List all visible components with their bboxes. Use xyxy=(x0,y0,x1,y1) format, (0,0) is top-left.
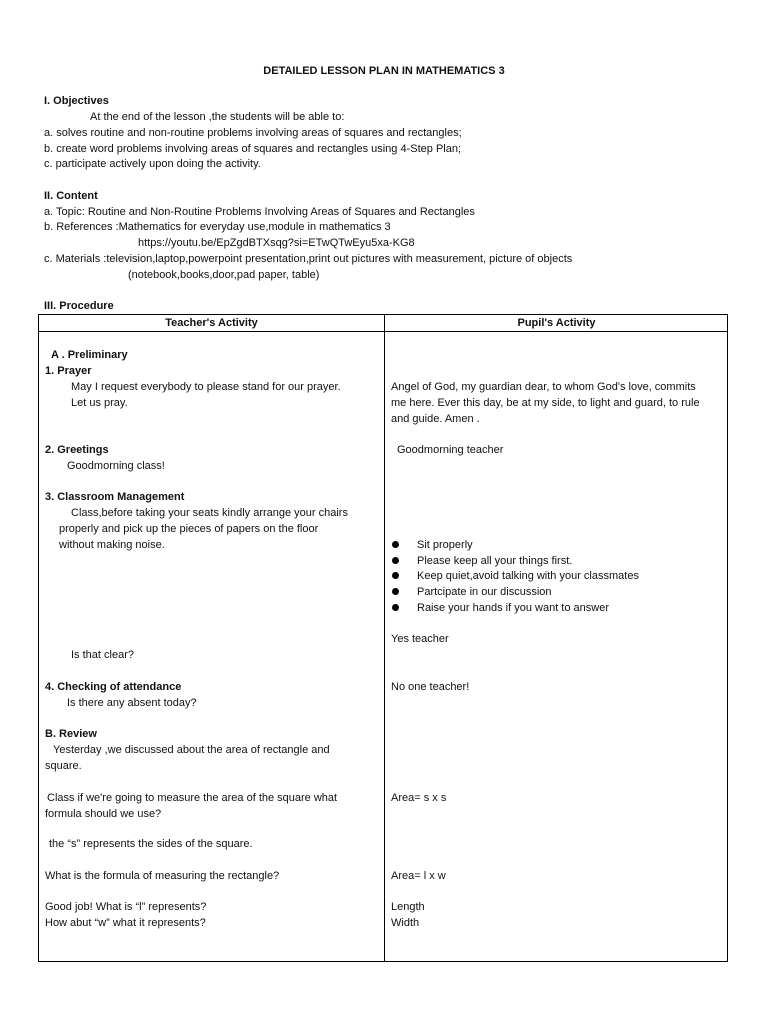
teacher-text: Class,before taking your seats kindly arrange your chairs xyxy=(71,507,348,519)
bullet-icon xyxy=(392,541,399,548)
bullet-icon xyxy=(392,604,399,611)
teacher-text: Is there any absent today? xyxy=(67,697,197,709)
header-divider xyxy=(39,331,727,332)
pupil-activity-header: Pupil's Activity xyxy=(517,317,596,329)
teacher-text: Yesterday ,we discussed about the area of rectangle and xyxy=(53,744,330,756)
bullet-icon xyxy=(392,588,399,595)
pupil-text: Angel of God, my guardian dear, to whom God's love, commits xyxy=(391,381,696,393)
pupil-text: and guide. Amen . xyxy=(391,413,480,425)
teacher-text: What is the formula of measuring the rectangle? xyxy=(45,870,280,882)
objective-item: a. solves routine and non-routine problems involving areas of squares and rectangles; xyxy=(44,127,462,139)
document-title: DETAILED LESSON PLAN IN MATHEMATICS 3 xyxy=(263,65,505,77)
pupil-text: Area= s x s xyxy=(391,792,447,804)
column-divider xyxy=(384,315,385,961)
prayer-heading: 1. Prayer xyxy=(45,365,92,377)
content-heading: II. Content xyxy=(44,190,98,202)
greetings-heading: 2. Greetings xyxy=(45,444,109,456)
objective-item: b. create word problems involving areas of squares and rectangles using 4-Step Plan; xyxy=(44,143,462,155)
pupil-bullet-item: Please keep all your things first. xyxy=(417,555,573,567)
procedure-table xyxy=(38,314,728,962)
content-topic: a. Topic: Routine and Non-Routine Problems Involving Areas of Squares and Rectangles xyxy=(44,206,475,218)
teacher-text: Is that clear? xyxy=(71,649,134,661)
pupil-text: Area= l x w xyxy=(391,870,446,882)
teacher-text: How abut “w” what it represents? xyxy=(45,917,206,929)
teacher-text: Let us pray. xyxy=(71,397,128,409)
pupil-text: Width xyxy=(391,917,420,929)
teacher-text: formula should we use? xyxy=(45,808,162,820)
attendance-heading: 4. Checking of attendance xyxy=(45,681,182,693)
bullet-icon xyxy=(392,557,399,564)
teacher-text: square. xyxy=(45,760,82,772)
teacher-text: the “s” represents the sides of the square. xyxy=(49,838,253,850)
pupil-text: No one teacher! xyxy=(391,681,470,693)
teacher-text: Class if we're going to measure the area of the square what xyxy=(47,792,338,804)
teacher-text: Goodmorning class! xyxy=(67,460,165,472)
teacher-text: properly and pick up the pieces of papers on the floor xyxy=(59,523,319,535)
teacher-text: Good job! What is “l” represents? xyxy=(45,901,207,913)
pupil-bullet-item: Partcipate in our discussion xyxy=(417,586,552,598)
teacher-text: May I request everybody to please stand for our prayer. xyxy=(71,381,341,393)
objectives-intro: At the end of the lesson ,the students will be able to: xyxy=(90,111,345,123)
objectives-heading: I. Objectives xyxy=(44,95,109,107)
bullet-icon xyxy=(392,572,399,579)
procedure-heading: III. Procedure xyxy=(44,300,114,312)
review-heading: B. Review xyxy=(45,728,97,740)
teacher-activity-header: Teacher's Activity xyxy=(165,317,258,329)
content-materials-cont: (notebook,books,door,pad paper, table) xyxy=(128,269,320,281)
reference-url: https://youtu.be/EpZgdBTXsqg?si=ETwQTwEyu5xa-KG8 xyxy=(138,237,415,249)
preliminary-heading: A . Preliminary xyxy=(51,349,128,361)
objective-item: c. participate actively upon doing the activity. xyxy=(44,158,261,170)
pupil-text: Length xyxy=(391,901,425,913)
content-materials: c. Materials :television,laptop,powerpoint presentation,print out pictures with measurement, picture of objects xyxy=(44,253,573,265)
content-references: b. References :Mathematics for everyday use,module in mathematics 3 xyxy=(44,221,391,233)
pupil-bullet-item: Keep quiet,avoid talking with your classmates xyxy=(417,570,639,582)
classroom-management-heading: 3. Classroom Management xyxy=(45,491,185,503)
pupil-text: Yes teacher xyxy=(391,633,449,645)
pupil-bullet-item: Raise your hands if you want to answer xyxy=(417,602,609,614)
pupil-text: Goodmorning teacher xyxy=(397,444,504,456)
teacher-text: without making noise. xyxy=(59,539,165,551)
pupil-text: me here. Ever this day, be at my side, to light and guard, to rule xyxy=(391,397,700,409)
pupil-bullet-item: Sit properly xyxy=(417,539,473,551)
